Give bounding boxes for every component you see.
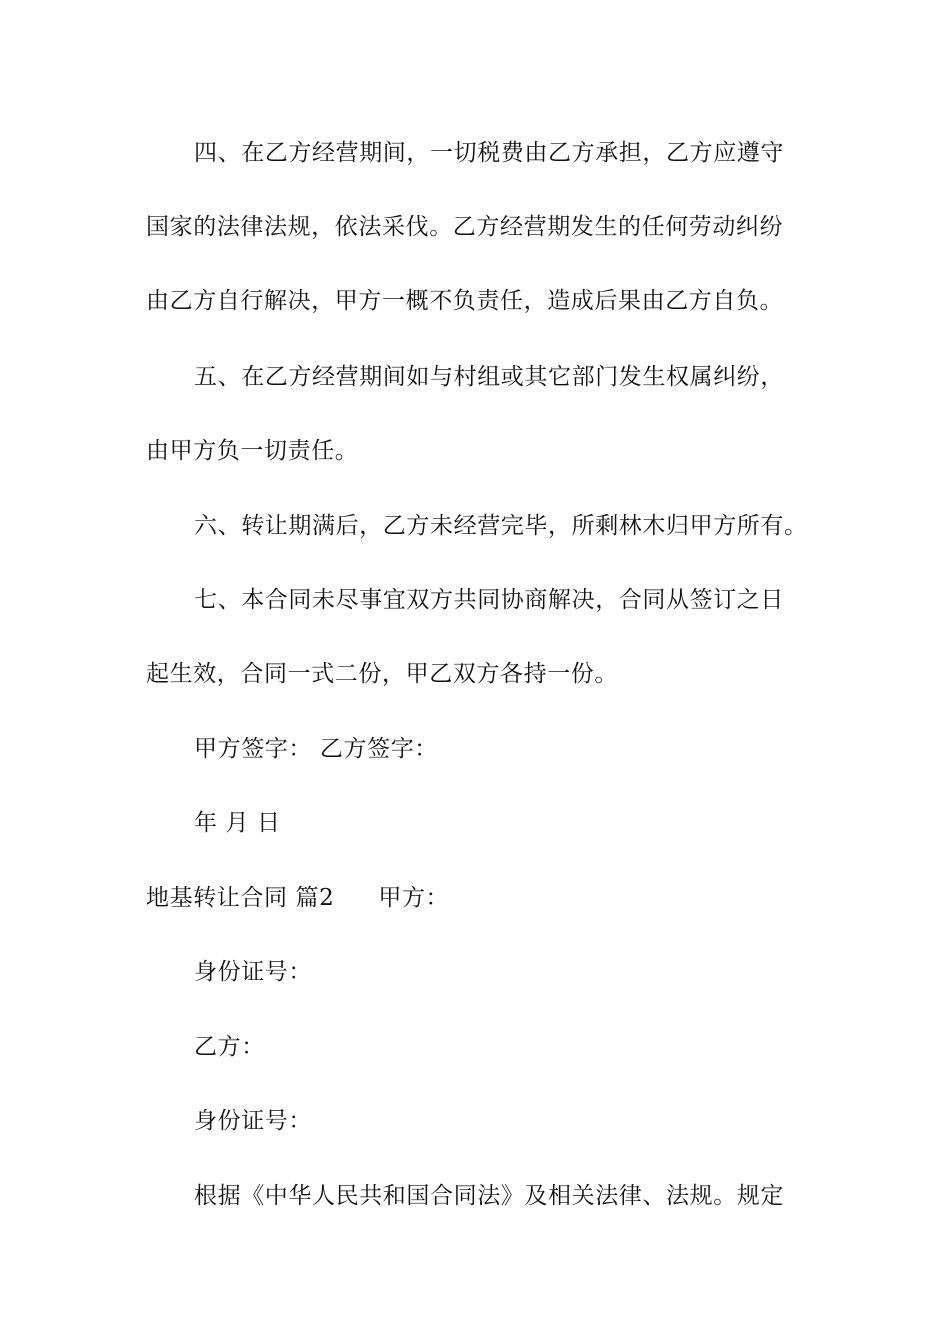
date-line: 年 月 日: [194, 810, 281, 836]
party-b-id-label: 身份证号：: [194, 1108, 312, 1134]
clause-5-line-2: 由甲方负一切责任。: [146, 438, 359, 464]
section-heading-line: [146, 883, 449, 913]
clause-4-line-1: 四、在乙方经营期间，一切税费由乙方承担，乙方应遵守: [194, 140, 784, 166]
clause-6-line-1: 六、转让期满后，乙方未经营完毕，所剩林木归甲方所有。: [194, 513, 808, 539]
clause-7-line-2: 起生效，合同一式二份，甲乙双方各持一份。: [146, 661, 618, 687]
clause-7-line-1: 七、本合同未尽事宜双方共同协商解决，合同从签订之日: [194, 587, 784, 613]
party-a-id-label: 身份证号：: [194, 959, 312, 985]
party-a-label: 甲方：: [378, 885, 450, 911]
party-b-label: 乙方：: [194, 1034, 265, 1060]
clause-5-line-1: 五、在乙方经营期间如与村组或其它部门发生权属纠纷，: [194, 364, 784, 390]
signature-line: 甲方签字： 乙方签字：: [194, 736, 438, 762]
clause-4-line-2: 国家的法律法规，依法采伐。乙方经营期发生的任何劳动纠纷: [146, 214, 784, 240]
contract-title: 地基转让合同 篇2: [146, 885, 335, 911]
legal-basis-line: 根据《中华人民共和国合同法》及相关法律、法规。规定: [194, 1183, 784, 1209]
clause-4-line-3: 由乙方自行解决，甲方一概不负责任，造成后果由乙方自负。: [146, 288, 784, 314]
